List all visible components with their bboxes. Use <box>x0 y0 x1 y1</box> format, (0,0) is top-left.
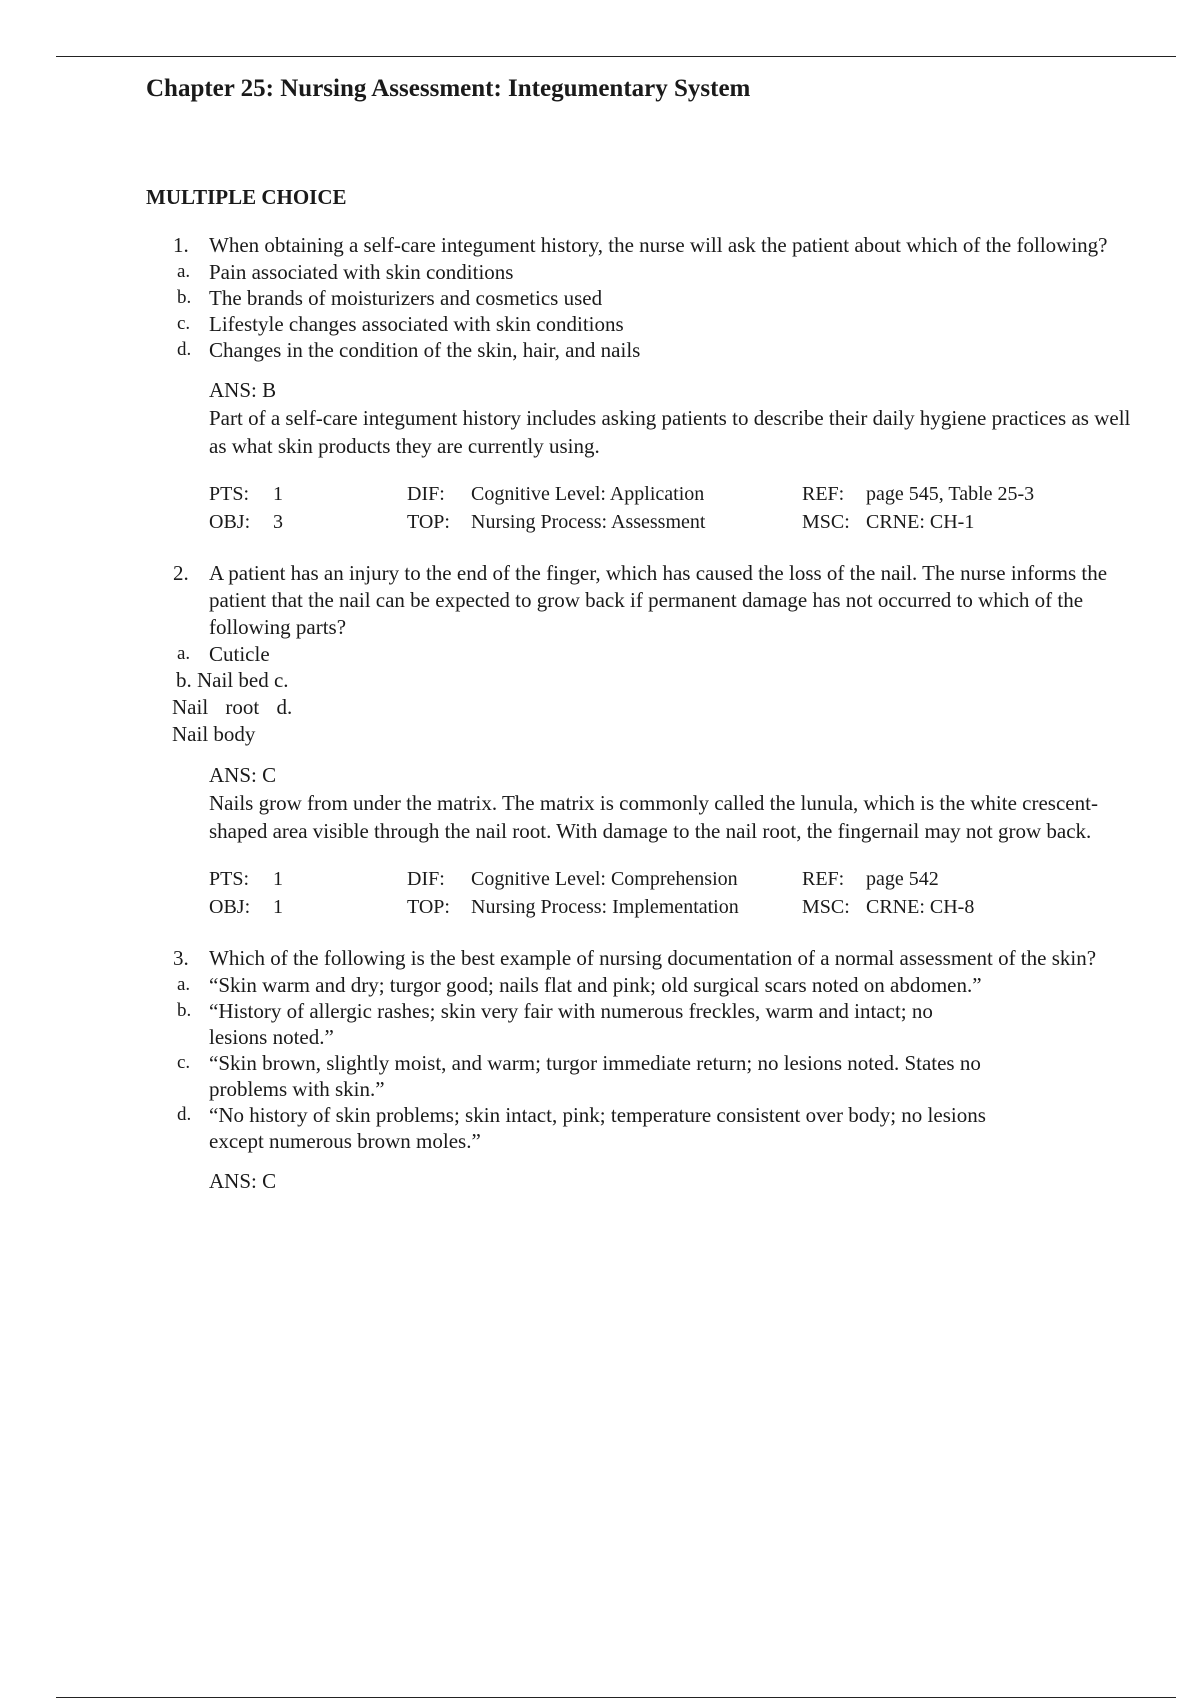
question-metadata <box>209 865 1136 921</box>
meta-top: TOP: Nursing Process: Assessment <box>407 511 706 533</box>
meta-dif: DIF: Cognitive Level: Comprehension <box>407 868 738 890</box>
choice-a <box>177 641 1136 667</box>
choice-text: Pain associated with skin conditions <box>209 260 514 284</box>
choice-c <box>177 1050 1024 1102</box>
meta-top: TOP: Nursing Process: Implementation <box>407 896 739 918</box>
meta-ref: REF: page 545, Table 25-3 <box>802 483 1035 505</box>
question-2 <box>146 560 1136 921</box>
choice-a <box>177 972 1009 998</box>
choice-letter: a. <box>177 643 191 664</box>
choice-text: “Skin brown, slightly moist, and warm; turgor immediate return; no lesions noted. States no problems with skin.” <box>209 1051 981 1101</box>
choice-text: “History of allergic rashes; skin very fair with numerous freckles, warm and intact; no lesions noted.” <box>209 999 933 1049</box>
answer: ANS: C <box>209 763 277 787</box>
choice-letter: d. <box>177 1104 192 1125</box>
choice-line: Nail root d. <box>172 695 293 719</box>
answer: ANS: C <box>209 1169 277 1193</box>
question-1 <box>146 232 1136 536</box>
choice-letter: b. <box>177 287 192 308</box>
top-rule <box>56 56 1176 57</box>
choice-text: “No history of skin problems; skin intact, pink; temperature consistent over body; no lesions except numerous brown moles.” <box>209 1103 986 1153</box>
choice-c <box>177 311 1136 337</box>
choice-d <box>177 337 1136 363</box>
choice-letter: a. <box>177 261 191 282</box>
question-text: When obtaining a self-care integument history, the nurse will ask the patient about which of the following? <box>209 233 1108 257</box>
rationale: Part of a self-care integument history includes asking patients to describe their daily hygiene practices as well as what skin products they are currently using. <box>209 406 1131 458</box>
meta-pts: PTS: 1 <box>209 483 283 505</box>
question-number: 3. <box>173 946 189 970</box>
answer: ANS: B <box>209 378 277 402</box>
meta-msc: MSC: CRNE: CH-8 <box>802 896 975 918</box>
choice-letter: b. <box>177 1000 192 1021</box>
choice-b <box>177 285 1136 311</box>
question-text: Which of the following is the best example of nursing documentation of a normal assessment of the skin? <box>209 946 1097 970</box>
choice-list <box>177 259 1136 363</box>
choice-line: Nail body <box>172 722 256 746</box>
rationale: Nails grow from under the matrix. The matrix is commonly called the lunula, which is the white crescent-shaped area visible through the nail root. With damage to the nail root, the fingernail may not grow back. <box>209 791 1098 843</box>
choice-line: b. Nail bed c. <box>176 668 289 692</box>
meta-obj: OBJ: 3 <box>209 511 283 533</box>
choice-letter: c. <box>177 1052 191 1073</box>
choice-text: Lifestyle changes associated with skin conditions <box>209 312 624 336</box>
choice-letter: a. <box>177 974 191 995</box>
choice-d <box>177 1102 1019 1154</box>
question-number: 2. <box>173 561 189 585</box>
chapter-title: Chapter 25: Nursing Assessment: Integumentary System <box>146 75 751 102</box>
meta-ref: REF: page 542 <box>802 868 939 890</box>
question-metadata <box>209 480 1136 536</box>
bottom-rule <box>56 1697 1176 1698</box>
section-heading: MULTIPLE CHOICE <box>146 185 347 209</box>
choice-b <box>177 998 979 1050</box>
page-content <box>146 72 1136 1195</box>
choice-a <box>177 259 1136 285</box>
meta-dif: DIF: Cognitive Level: Application <box>407 483 705 505</box>
choice-text: “Skin warm and dry; turgor good; nails flat and pink; old surgical scars noted on abdomen.” <box>209 973 982 997</box>
choice-text: Changes in the condition of the skin, hair, and nails <box>209 338 641 362</box>
meta-msc: MSC: CRNE: CH-1 <box>802 511 975 533</box>
choice-letter: d. <box>177 339 192 360</box>
choice-text: The brands of moisturizers and cosmetics used <box>209 286 603 310</box>
question-text: A patient has an injury to the end of the finger, which has caused the loss of the nail. The nurse informs the patient that the nail can be expected to grow back if permanent damage has not occurred to which of the following parts? <box>209 561 1108 639</box>
meta-obj: OBJ: 1 <box>209 896 283 918</box>
choice-text: Cuticle <box>209 642 270 666</box>
question-number: 1. <box>173 233 189 257</box>
choice-letter: c. <box>177 313 191 334</box>
meta-pts: PTS: 1 <box>209 868 283 890</box>
question-3 <box>146 945 1136 1195</box>
choice-list <box>177 972 1136 1154</box>
